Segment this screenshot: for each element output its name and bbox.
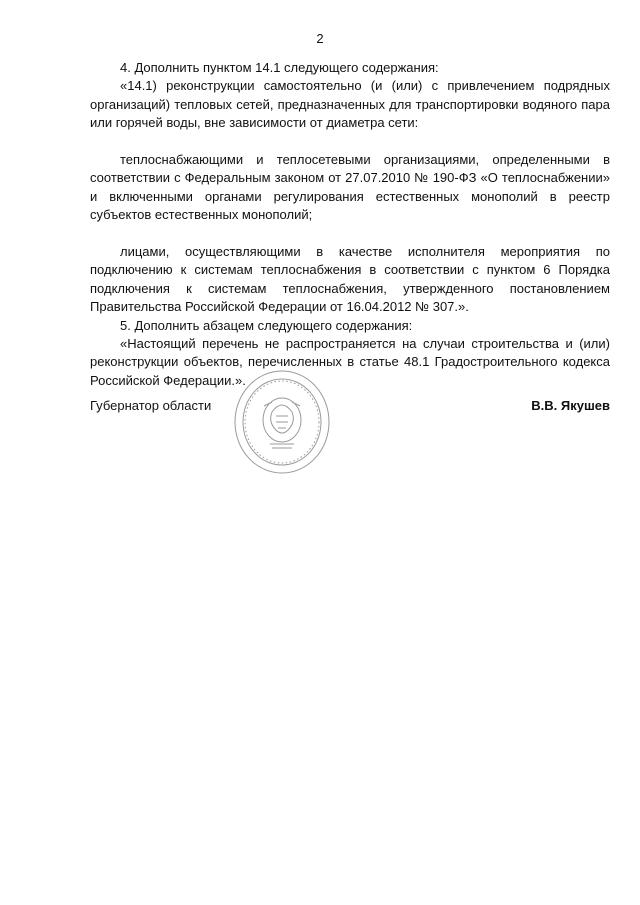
signature-block: [90, 398, 610, 422]
paragraph: теплоснабжающими и теплосетевыми организациями, определенными в соответствии с Федеральным законом от 27.07.2010 № 190-ФЗ «О теплоснабжении» и включенными органами регулирования естественных монополий в реестр субъектов естественных монополий;: [90, 152, 610, 223]
paragraph: 4. Дополнить пунктом 14.1 следующего содержания:: [120, 60, 439, 75]
signatory-title: Губернатор области: [90, 398, 212, 413]
paragraph: 5. Дополнить абзацем следующего содержания:: [120, 317, 413, 333]
paragraph: лицами, осуществляющими в качестве исполнителя мероприятия по подключению к системам теплоснабжения в соответствии с пунктом 6 Порядка подключения к системам теплоснабжения, утвержденного постановлением Правительства Российской Федерации от 16.04.2012 № 307.».: [90, 244, 610, 315]
paragraph: «Настоящий перечень не распространяется на случаи строительства и (или) реконструкции объектов, перечисленных в статье 48.1 Градостроительного кодекса Российской Федерации.».: [90, 336, 610, 388]
paragraph: «14.1) реконструкции самостоятельно (и (или) с привлечением подрядных организаций) тепловых сетей, предназначенных для транспортировки водяного пара или горячей воды, вне зависимости от диаметра сети:: [90, 78, 610, 131]
page-number: 2: [316, 31, 324, 46]
official-seal-icon: [232, 368, 332, 476]
signatory-name: В.В. Якушев: [531, 398, 610, 413]
document-body: [90, 59, 610, 390]
